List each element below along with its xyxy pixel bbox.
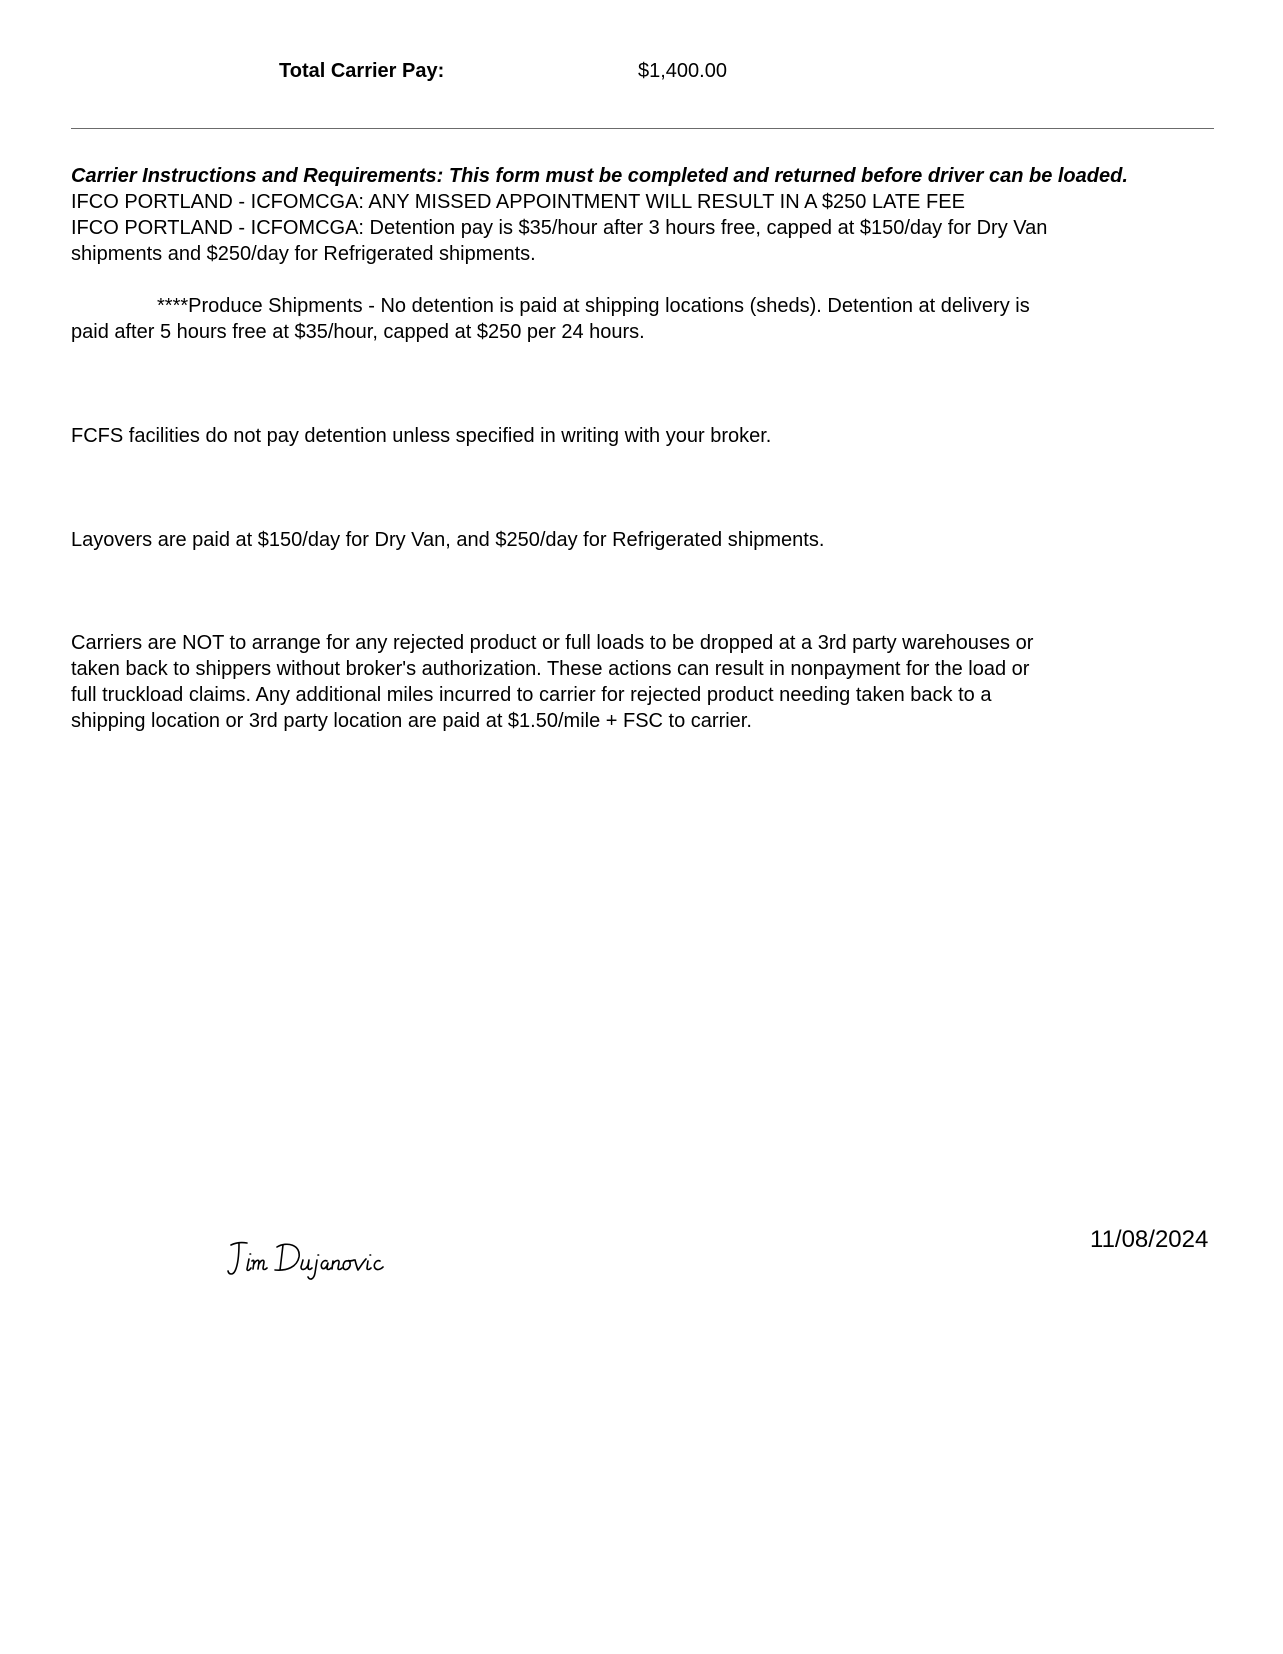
total-carrier-pay-label: Total Carrier Pay: [279,60,445,82]
handwritten-signature [225,1237,425,1285]
produce-line-1: ****Produce Shipments - No detention is paid at shipping locations (sheds). Detention at delivery is [157,295,1030,317]
late-fee-line: IFCO PORTLAND - ICFOMCGA: ANY MISSED APPOINTMENT WILL RESULT IN A $250 LATE FEE [71,191,965,213]
layover-line: Layovers are paid at $150/day for Dry Van, and $250/day for Refrigerated shipments. [71,529,825,551]
section-divider [71,128,1214,129]
rejected-line-1: Carriers are NOT to arrange for any rejected product or full loads to be dropped at a 3rd party warehouses or [71,632,1034,654]
rejected-line-3: full truckload claims. Any additional miles incurred to carrier for rejected product needing taken back to a [71,684,992,706]
total-carrier-pay-amount: $1,400.00 [638,60,727,82]
rejected-line-4: shipping location or 3rd party location are paid at $1.50/mile + FSC to carrier. [71,710,752,732]
fcfs-line: FCFS facilities do not pay detention unless specified in writing with your broker. [71,425,772,447]
rejected-line-2: taken back to shippers without broker's authorization. These actions can result in nonpayment for the load or [71,658,1030,680]
produce-line-2: paid after 5 hours free at $35/hour, capped at $250 per 24 hours. [71,321,645,343]
detention-line-1: IFCO PORTLAND - ICFOMCGA: Detention pay is $35/hour after 3 hours free, capped at $150/day for Dry Van [71,217,1048,239]
signature-date: 11/08/2024 [1090,1226,1209,1253]
instructions-heading: Carrier Instructions and Requirements: This form must be completed and returned before driver can be loaded. [71,165,1128,187]
detention-line-2: shipments and $250/day for Refrigerated shipments. [71,243,536,265]
